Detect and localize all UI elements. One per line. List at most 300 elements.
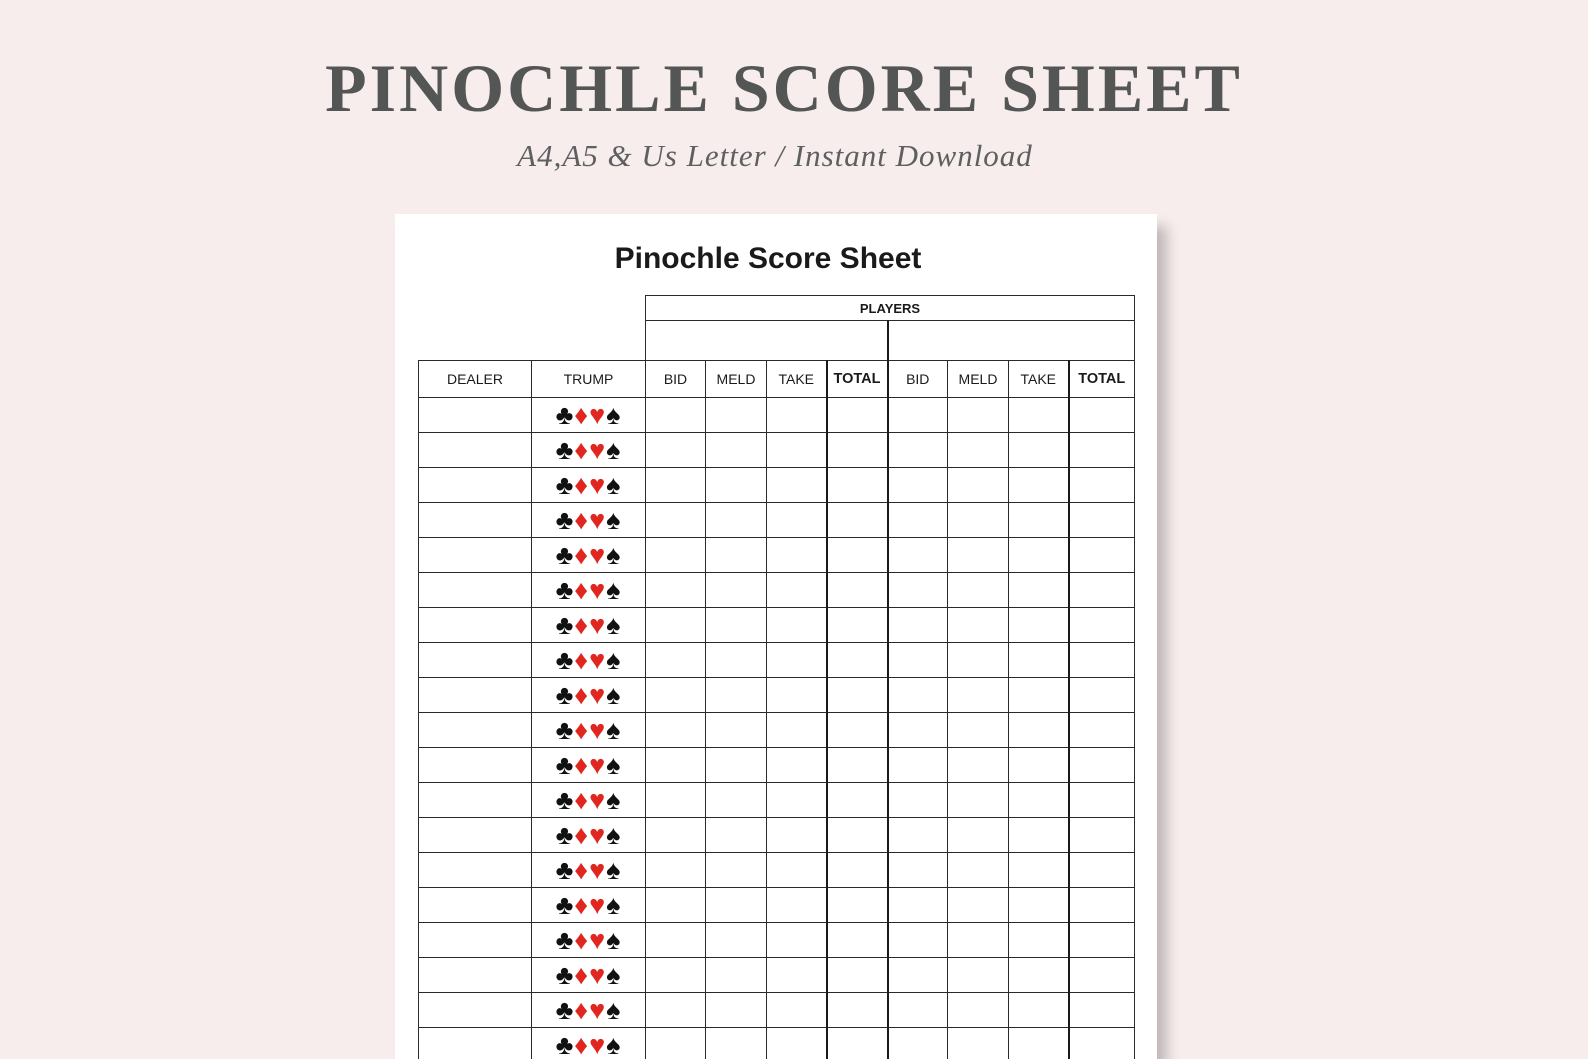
total-score-cell[interactable] <box>827 608 888 643</box>
diamond-icon[interactable]: ♦ <box>574 504 590 535</box>
diamond-icon[interactable]: ♦ <box>574 434 590 465</box>
diamond-icon[interactable]: ♦ <box>574 784 590 815</box>
take-score-cell[interactable] <box>1009 503 1069 538</box>
trump-suit-cell[interactable] <box>532 503 646 538</box>
take-score-cell[interactable] <box>1009 713 1069 748</box>
spade-icon[interactable]: ♠ <box>606 469 622 500</box>
meld-score-cell[interactable] <box>948 678 1009 713</box>
trump-suit-cell[interactable] <box>532 853 646 888</box>
dealer-cell[interactable] <box>419 573 532 608</box>
page-subtitle: A4,A5 & Us Letter / Instant Download <box>517 138 1033 173</box>
club-icon[interactable]: ♣ <box>555 819 575 850</box>
bid-score-cell[interactable] <box>888 818 948 853</box>
take-column-header: TAKE <box>767 361 827 398</box>
bid-score-cell[interactable] <box>646 573 706 608</box>
bid-score-cell[interactable] <box>888 678 948 713</box>
total-score-cell[interactable] <box>827 853 888 888</box>
bid-score-cell[interactable] <box>646 888 706 923</box>
heart-icon[interactable]: ♥ <box>589 504 607 535</box>
total-score-cell[interactable] <box>827 713 888 748</box>
dealer-cell[interactable] <box>419 678 532 713</box>
meld-score-cell[interactable] <box>706 678 767 713</box>
bid-score-cell[interactable] <box>646 818 706 853</box>
total-score-cell[interactable] <box>1069 398 1135 433</box>
meld-score-cell[interactable] <box>948 713 1009 748</box>
bid-score-cell[interactable] <box>646 608 706 643</box>
take-score-cell[interactable] <box>767 398 827 433</box>
take-score-cell[interactable] <box>767 748 827 783</box>
bid-score-cell[interactable] <box>888 993 948 1028</box>
heart-icon[interactable]: ♥ <box>589 609 607 640</box>
diamond-icon[interactable]: ♦ <box>574 854 590 885</box>
spade-icon[interactable]: ♠ <box>606 539 622 570</box>
bid-score-cell[interactable] <box>646 783 706 818</box>
bid-score-cell[interactable] <box>888 853 948 888</box>
total-score-cell[interactable] <box>827 958 888 993</box>
club-icon[interactable]: ♣ <box>555 854 575 885</box>
heart-icon[interactable]: ♥ <box>589 749 607 780</box>
spade-icon[interactable]: ♠ <box>606 574 622 605</box>
meld-score-cell[interactable] <box>948 888 1009 923</box>
spade-icon[interactable]: ♠ <box>606 994 622 1025</box>
spade-icon[interactable]: ♠ <box>606 714 622 745</box>
total-score-cell[interactable] <box>1069 573 1135 608</box>
meld-column-header: MELD <box>948 361 1009 398</box>
take-score-cell[interactable] <box>1009 573 1069 608</box>
dealer-cell[interactable] <box>419 538 532 573</box>
take-score-cell[interactable] <box>767 958 827 993</box>
dealer-cell[interactable] <box>419 993 532 1028</box>
header-spacer <box>419 296 646 321</box>
meld-column-header: MELD <box>706 361 767 398</box>
total-score-cell[interactable] <box>1069 818 1135 853</box>
diamond-icon[interactable]: ♦ <box>574 644 590 675</box>
trump-suit-cell[interactable] <box>532 608 646 643</box>
meld-score-cell[interactable] <box>706 888 767 923</box>
take-score-cell[interactable] <box>767 993 827 1028</box>
total-score-cell[interactable] <box>827 923 888 958</box>
total-score-cell[interactable] <box>827 1028 888 1059</box>
dealer-cell[interactable] <box>419 468 532 503</box>
take-score-cell[interactable] <box>1009 608 1069 643</box>
take-score-cell[interactable] <box>767 643 827 678</box>
trump-suit-cell[interactable] <box>532 573 646 608</box>
take-score-cell[interactable] <box>767 573 827 608</box>
total-score-cell[interactable] <box>827 888 888 923</box>
trump-suit-cell[interactable] <box>532 398 646 433</box>
total-score-cell[interactable] <box>1069 888 1135 923</box>
meld-score-cell[interactable] <box>948 993 1009 1028</box>
trump-suit-cell[interactable] <box>532 993 646 1028</box>
heart-icon[interactable]: ♥ <box>589 924 607 955</box>
meld-score-cell[interactable] <box>948 538 1009 573</box>
spade-icon[interactable]: ♠ <box>606 924 622 955</box>
spade-icon[interactable]: ♠ <box>606 784 622 815</box>
table-row <box>419 573 1135 608</box>
bid-score-cell[interactable] <box>646 748 706 783</box>
heart-icon[interactable]: ♥ <box>589 539 607 570</box>
table-row <box>419 888 1135 923</box>
dealer-cell[interactable] <box>419 958 532 993</box>
total-score-cell[interactable] <box>1069 783 1135 818</box>
take-score-cell[interactable] <box>767 1028 827 1059</box>
total-score-cell[interactable] <box>1069 853 1135 888</box>
bid-score-cell[interactable] <box>888 643 948 678</box>
dealer-cell[interactable] <box>419 783 532 818</box>
bid-score-cell[interactable] <box>646 853 706 888</box>
club-icon[interactable]: ♣ <box>555 714 575 745</box>
total-score-cell[interactable] <box>1069 748 1135 783</box>
meld-score-cell[interactable] <box>948 398 1009 433</box>
table-row <box>419 853 1135 888</box>
club-icon[interactable]: ♣ <box>555 539 575 570</box>
club-icon[interactable]: ♣ <box>555 1029 575 1059</box>
total-score-cell[interactable] <box>1069 713 1135 748</box>
diamond-icon[interactable]: ♦ <box>574 609 590 640</box>
table-row <box>419 433 1135 468</box>
heart-icon[interactable]: ♥ <box>589 714 607 745</box>
spade-icon[interactable]: ♠ <box>606 504 622 535</box>
total-score-cell[interactable] <box>827 643 888 678</box>
take-score-cell[interactable] <box>767 468 827 503</box>
bid-score-cell[interactable] <box>888 748 948 783</box>
diamond-icon[interactable]: ♦ <box>574 959 590 990</box>
table-row <box>419 643 1135 678</box>
total-score-cell[interactable] <box>827 818 888 853</box>
club-icon[interactable]: ♣ <box>555 434 575 465</box>
heart-icon[interactable]: ♥ <box>589 434 607 465</box>
meld-score-cell[interactable] <box>706 818 767 853</box>
club-icon[interactable]: ♣ <box>555 679 575 710</box>
players-header: PLAYERS <box>646 296 1135 321</box>
club-icon[interactable]: ♣ <box>555 784 575 815</box>
diamond-icon[interactable]: ♦ <box>574 714 590 745</box>
total-score-cell[interactable] <box>1069 433 1135 468</box>
bid-score-cell[interactable] <box>888 573 948 608</box>
spade-icon[interactable]: ♠ <box>606 959 622 990</box>
meld-score-cell[interactable] <box>706 573 767 608</box>
take-score-cell[interactable] <box>767 783 827 818</box>
diamond-icon[interactable]: ♦ <box>574 469 590 500</box>
spade-icon[interactable]: ♠ <box>606 819 622 850</box>
table-row <box>419 503 1135 538</box>
table-row <box>419 538 1135 573</box>
meld-score-cell[interactable] <box>948 643 1009 678</box>
dealer-cell[interactable] <box>419 713 532 748</box>
trump-suit-cell[interactable] <box>532 888 646 923</box>
take-score-cell[interactable] <box>767 678 827 713</box>
meld-score-cell[interactable] <box>948 468 1009 503</box>
meld-score-cell[interactable] <box>948 783 1009 818</box>
total-column-header: TOTAL <box>1069 361 1135 398</box>
trump-suit-cell[interactable] <box>532 678 646 713</box>
heart-icon[interactable]: ♥ <box>589 469 607 500</box>
page-title: PINOCHLE SCORE SHEET <box>325 50 1243 126</box>
meld-score-cell[interactable] <box>706 923 767 958</box>
table-row <box>419 1028 1135 1059</box>
bid-score-cell[interactable] <box>888 923 948 958</box>
meld-score-cell[interactable] <box>706 1028 767 1059</box>
meld-score-cell[interactable] <box>706 503 767 538</box>
total-score-cell[interactable] <box>827 748 888 783</box>
take-score-cell[interactable] <box>1009 888 1069 923</box>
take-column-header: TAKE <box>1009 361 1069 398</box>
take-score-cell[interactable] <box>1009 923 1069 958</box>
club-icon[interactable]: ♣ <box>555 469 575 500</box>
take-score-cell[interactable] <box>1009 958 1069 993</box>
total-score-cell[interactable] <box>1069 993 1135 1028</box>
diamond-icon[interactable]: ♦ <box>574 994 590 1025</box>
spade-icon[interactable]: ♠ <box>606 609 622 640</box>
bid-score-cell[interactable] <box>646 503 706 538</box>
meld-score-cell[interactable] <box>948 608 1009 643</box>
meld-score-cell[interactable] <box>706 748 767 783</box>
trump-suit-cell[interactable] <box>532 433 646 468</box>
meld-score-cell[interactable] <box>948 853 1009 888</box>
total-score-cell[interactable] <box>1069 538 1135 573</box>
take-score-cell[interactable] <box>767 713 827 748</box>
bid-score-cell[interactable] <box>646 433 706 468</box>
take-score-cell[interactable] <box>1009 818 1069 853</box>
take-score-cell[interactable] <box>767 853 827 888</box>
bid-score-cell[interactable] <box>888 503 948 538</box>
table-row <box>419 923 1135 958</box>
dealer-cell[interactable] <box>419 433 532 468</box>
bid-score-cell[interactable] <box>888 1028 948 1059</box>
club-icon[interactable]: ♣ <box>555 889 575 920</box>
dealer-cell[interactable] <box>419 748 532 783</box>
diamond-icon[interactable]: ♦ <box>574 749 590 780</box>
trump-suit-cell[interactable] <box>532 643 646 678</box>
table-row <box>419 783 1135 818</box>
take-score-cell[interactable] <box>767 888 827 923</box>
take-score-cell[interactable] <box>1009 398 1069 433</box>
heart-icon[interactable]: ♥ <box>589 784 607 815</box>
bid-score-cell[interactable] <box>888 713 948 748</box>
spade-icon[interactable]: ♠ <box>606 644 622 675</box>
bid-score-cell[interactable] <box>888 888 948 923</box>
spade-icon[interactable]: ♠ <box>606 854 622 885</box>
meld-score-cell[interactable] <box>706 713 767 748</box>
dealer-cell[interactable] <box>419 503 532 538</box>
bid-score-cell[interactable] <box>646 678 706 713</box>
total-score-cell[interactable] <box>827 573 888 608</box>
total-score-cell[interactable] <box>827 503 888 538</box>
dealer-cell[interactable] <box>419 398 532 433</box>
take-score-cell[interactable] <box>1009 433 1069 468</box>
dealer-cell[interactable] <box>419 853 532 888</box>
bid-score-cell[interactable] <box>646 713 706 748</box>
take-score-cell[interactable] <box>767 608 827 643</box>
meld-score-cell[interactable] <box>948 433 1009 468</box>
table-row <box>419 748 1135 783</box>
trump-suit-cell[interactable] <box>532 923 646 958</box>
club-icon[interactable]: ♣ <box>555 644 575 675</box>
diamond-icon[interactable]: ♦ <box>574 1029 590 1059</box>
score-table <box>418 295 1135 1059</box>
diamond-icon[interactable]: ♦ <box>574 399 590 430</box>
diamond-icon[interactable]: ♦ <box>574 574 590 605</box>
header-spacer <box>419 321 646 361</box>
bid-score-cell[interactable] <box>888 538 948 573</box>
total-score-cell[interactable] <box>1069 468 1135 503</box>
club-icon[interactable]: ♣ <box>555 609 575 640</box>
dealer-cell[interactable] <box>419 818 532 853</box>
total-score-cell[interactable] <box>827 538 888 573</box>
take-score-cell[interactable] <box>767 923 827 958</box>
total-score-cell[interactable] <box>827 433 888 468</box>
bid-score-cell[interactable] <box>646 468 706 503</box>
take-score-cell[interactable] <box>767 538 827 573</box>
score-rows <box>419 398 1135 1059</box>
total-score-cell[interactable] <box>1069 958 1135 993</box>
total-score-cell[interactable] <box>1069 503 1135 538</box>
meld-score-cell[interactable] <box>706 783 767 818</box>
trump-suit-cell[interactable] <box>532 713 646 748</box>
meld-score-cell[interactable] <box>948 818 1009 853</box>
meld-score-cell[interactable] <box>948 503 1009 538</box>
bid-score-cell[interactable] <box>888 783 948 818</box>
club-icon[interactable]: ♣ <box>555 574 575 605</box>
spade-icon[interactable]: ♠ <box>606 749 622 780</box>
take-score-cell[interactable] <box>1009 748 1069 783</box>
take-score-cell[interactable] <box>1009 1028 1069 1059</box>
diamond-icon[interactable]: ♦ <box>574 539 590 570</box>
trump-suit-cell[interactable] <box>532 1028 646 1059</box>
bid-score-cell[interactable] <box>646 958 706 993</box>
table-row <box>419 468 1135 503</box>
total-score-cell[interactable] <box>1069 678 1135 713</box>
bid-score-cell[interactable] <box>646 643 706 678</box>
table-row <box>419 958 1135 993</box>
player-name-cell[interactable] <box>888 321 1135 361</box>
bid-score-cell[interactable] <box>888 398 948 433</box>
meld-score-cell[interactable] <box>706 958 767 993</box>
bid-score-cell[interactable] <box>646 398 706 433</box>
bid-score-cell[interactable] <box>646 538 706 573</box>
spade-icon[interactable]: ♠ <box>606 889 622 920</box>
total-column-header: TOTAL <box>827 361 888 398</box>
club-icon[interactable]: ♣ <box>555 504 575 535</box>
dealer-cell[interactable] <box>419 643 532 678</box>
meld-score-cell[interactable] <box>706 468 767 503</box>
bid-score-cell[interactable] <box>888 608 948 643</box>
total-score-cell[interactable] <box>1069 923 1135 958</box>
club-icon[interactable]: ♣ <box>555 924 575 955</box>
meld-score-cell[interactable] <box>948 573 1009 608</box>
trump-suit-cell[interactable] <box>532 818 646 853</box>
meld-score-cell[interactable] <box>706 608 767 643</box>
trump-suit-cell[interactable] <box>532 538 646 573</box>
bid-column-header: BID <box>646 361 706 398</box>
club-icon[interactable]: ♣ <box>555 959 575 990</box>
total-score-cell[interactable] <box>827 468 888 503</box>
meld-score-cell[interactable] <box>706 853 767 888</box>
take-score-cell[interactable] <box>767 818 827 853</box>
meld-score-cell[interactable] <box>948 748 1009 783</box>
heart-icon[interactable]: ♥ <box>589 1029 607 1059</box>
bid-score-cell[interactable] <box>888 958 948 993</box>
heart-icon[interactable]: ♥ <box>589 994 607 1025</box>
trump-suit-cell[interactable] <box>532 783 646 818</box>
dealer-cell[interactable] <box>419 888 532 923</box>
heart-icon[interactable]: ♥ <box>589 819 607 850</box>
heart-icon[interactable]: ♥ <box>589 889 607 920</box>
total-score-cell[interactable] <box>827 783 888 818</box>
diamond-icon[interactable]: ♦ <box>574 679 590 710</box>
take-score-cell[interactable] <box>1009 678 1069 713</box>
bid-score-cell[interactable] <box>646 1028 706 1059</box>
dealer-cell[interactable] <box>419 608 532 643</box>
take-score-cell[interactable] <box>1009 783 1069 818</box>
take-score-cell[interactable] <box>767 503 827 538</box>
total-score-cell[interactable] <box>827 678 888 713</box>
meld-score-cell[interactable] <box>706 643 767 678</box>
diamond-icon[interactable]: ♦ <box>574 889 590 920</box>
meld-score-cell[interactable] <box>948 923 1009 958</box>
take-score-cell[interactable] <box>767 433 827 468</box>
heart-icon[interactable]: ♥ <box>589 399 607 430</box>
player-name-cell[interactable] <box>646 321 888 361</box>
club-icon[interactable]: ♣ <box>555 994 575 1025</box>
club-icon[interactable]: ♣ <box>555 399 575 430</box>
heart-icon[interactable]: ♥ <box>589 574 607 605</box>
trump-column-header: TRUMP <box>532 361 646 398</box>
meld-score-cell[interactable] <box>706 398 767 433</box>
heart-icon[interactable]: ♥ <box>589 644 607 675</box>
bid-score-cell[interactable] <box>646 923 706 958</box>
take-score-cell[interactable] <box>1009 993 1069 1028</box>
bid-score-cell[interactable] <box>888 433 948 468</box>
dealer-cell[interactable] <box>419 1028 532 1059</box>
total-score-cell[interactable] <box>827 398 888 433</box>
take-score-cell[interactable] <box>1009 643 1069 678</box>
meld-score-cell[interactable] <box>948 958 1009 993</box>
bid-score-cell[interactable] <box>888 468 948 503</box>
spade-icon[interactable]: ♠ <box>606 1029 622 1059</box>
meld-score-cell[interactable] <box>706 993 767 1028</box>
trump-suit-cell[interactable] <box>532 468 646 503</box>
table-row <box>419 818 1135 853</box>
take-score-cell[interactable] <box>1009 468 1069 503</box>
score-sheet-preview <box>395 214 1157 1059</box>
total-score-cell[interactable] <box>1069 643 1135 678</box>
meld-score-cell[interactable] <box>948 1028 1009 1059</box>
table-row <box>419 398 1135 433</box>
diamond-icon[interactable]: ♦ <box>574 819 590 850</box>
heart-icon[interactable]: ♥ <box>589 959 607 990</box>
take-score-cell[interactable] <box>1009 853 1069 888</box>
total-score-cell[interactable] <box>1069 608 1135 643</box>
dealer-cell[interactable] <box>419 923 532 958</box>
trump-suit-cell[interactable] <box>532 958 646 993</box>
heart-icon[interactable]: ♥ <box>589 679 607 710</box>
bid-score-cell[interactable] <box>646 993 706 1028</box>
spade-icon[interactable]: ♠ <box>606 434 622 465</box>
total-score-cell[interactable] <box>1069 1028 1135 1059</box>
trump-suit-cell[interactable] <box>532 748 646 783</box>
spade-icon[interactable]: ♠ <box>606 679 622 710</box>
take-score-cell[interactable] <box>1009 538 1069 573</box>
diamond-icon[interactable]: ♦ <box>574 924 590 955</box>
total-score-cell[interactable] <box>827 993 888 1028</box>
spade-icon[interactable]: ♠ <box>606 399 622 430</box>
meld-score-cell[interactable] <box>706 538 767 573</box>
heart-icon[interactable]: ♥ <box>589 854 607 885</box>
table-row <box>419 678 1135 713</box>
meld-score-cell[interactable] <box>706 433 767 468</box>
club-icon[interactable]: ♣ <box>555 749 575 780</box>
